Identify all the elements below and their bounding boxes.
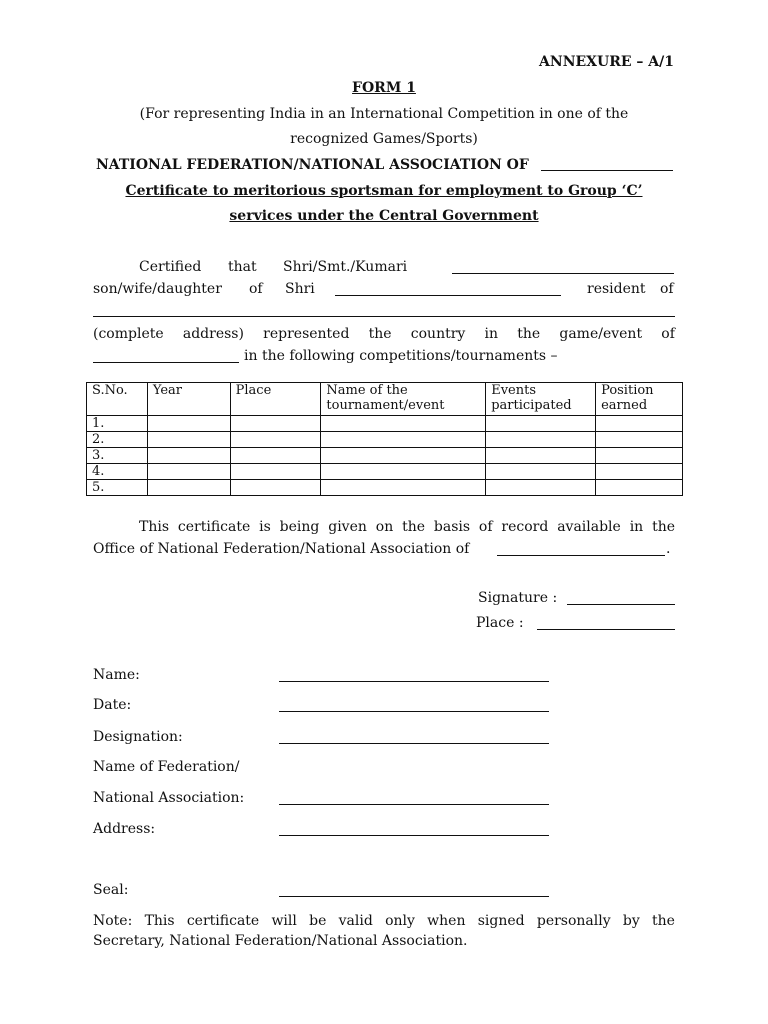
word: of	[661, 326, 675, 342]
table-row	[87, 448, 683, 464]
word: certificate	[186, 913, 260, 929]
signature-blank[interactable]	[567, 604, 675, 605]
table-cell[interactable]	[147, 480, 230, 496]
subtitle-line-1: (For representing India in an International Competition in one of the	[139, 106, 629, 122]
table-cell[interactable]	[230, 480, 321, 496]
word: valid	[338, 913, 373, 929]
seal-field-line[interactable]	[279, 896, 549, 897]
word: personally	[536, 913, 611, 929]
sno-cell: 3.	[87, 448, 148, 464]
word: by	[622, 913, 640, 929]
word: signed	[477, 913, 525, 929]
word: (complete	[93, 326, 164, 342]
game-event-blank	[93, 362, 239, 363]
name-blank	[452, 273, 674, 274]
table-cell[interactable]	[596, 448, 683, 464]
basis-line-1: This certificate is being given on the basis of record available in the	[139, 519, 675, 535]
table-cell[interactable]	[321, 480, 486, 496]
word: game/event	[559, 326, 643, 342]
col-place-header: Place	[230, 383, 321, 416]
para-resident-word: resident	[587, 281, 646, 297]
word: the	[368, 326, 392, 342]
note-line-1	[93, 913, 675, 929]
signature-label: Signature :	[478, 590, 558, 606]
table-row	[87, 464, 683, 480]
sno-cell: 1.	[87, 416, 148, 432]
table-cell[interactable]	[321, 416, 486, 432]
para-shri-word: Shri	[285, 281, 315, 297]
table-cell[interactable]	[147, 464, 230, 480]
note-line-2: Secretary, National Federation/National Association.	[93, 933, 468, 949]
competitions-table	[86, 382, 683, 496]
seal-label: Seal:	[93, 882, 129, 898]
name-field-line[interactable]	[279, 681, 549, 682]
table-cell[interactable]	[230, 432, 321, 448]
basis-line-2-end: .	[666, 541, 671, 557]
basis-federation-blank	[497, 555, 665, 556]
sno-cell: 5.	[87, 480, 148, 496]
para-relation-word: son/wife/daughter	[93, 281, 222, 297]
annexure-label: ANNEXURE – A/1	[539, 54, 674, 70]
federation-blank	[541, 170, 673, 171]
date-label: Date:	[93, 697, 132, 713]
col-position-header: Position earned	[596, 383, 683, 416]
col-sno-header: S.No.	[87, 383, 148, 416]
para-that-word: that	[228, 259, 257, 275]
certificate-title-line-2: services under the Central Government	[229, 208, 539, 224]
table-cell[interactable]	[147, 448, 230, 464]
table-row	[87, 480, 683, 496]
word: only	[385, 913, 415, 929]
address-blank	[93, 316, 675, 317]
table-cell[interactable]	[596, 464, 683, 480]
table-cell[interactable]	[321, 448, 486, 464]
para-of-word: of	[249, 281, 263, 297]
date-field-line[interactable]	[279, 711, 549, 712]
word: in	[484, 326, 499, 342]
federation-label-2: National Association:	[93, 790, 245, 806]
federation-field-line[interactable]	[279, 804, 549, 805]
parent-name-blank	[335, 295, 561, 296]
designation-label: Designation:	[93, 729, 183, 745]
federation-label-1: Name of Federation/	[93, 759, 240, 775]
word: Note:	[93, 913, 133, 929]
col-events-header: Events participated	[486, 383, 596, 416]
table-cell[interactable]	[486, 416, 596, 432]
sno-cell: 4.	[87, 464, 148, 480]
table-cell[interactable]	[486, 448, 596, 464]
word: This	[144, 913, 175, 929]
address-field-line[interactable]	[279, 835, 549, 836]
table-cell[interactable]	[230, 464, 321, 480]
word: the	[652, 913, 675, 929]
word: address)	[182, 326, 244, 342]
word: the	[517, 326, 541, 342]
table-cell[interactable]	[230, 416, 321, 432]
address-label: Address:	[93, 821, 156, 837]
name-label: Name:	[93, 667, 140, 683]
word: represented	[263, 326, 350, 342]
para-certified-word: Certified	[139, 259, 202, 275]
table-row	[87, 432, 683, 448]
table-cell[interactable]	[486, 464, 596, 480]
table-cell[interactable]	[486, 480, 596, 496]
table-cell[interactable]	[321, 432, 486, 448]
table-cell[interactable]	[596, 416, 683, 432]
subtitle-line-2: recognized Games/Sports)	[290, 131, 478, 147]
col-tournament-header: Name of the tournament/event	[321, 383, 486, 416]
para-title-word: Shri/Smt./Kumari	[283, 259, 408, 275]
word: be	[309, 913, 327, 929]
table-cell[interactable]	[230, 448, 321, 464]
federation-heading: NATIONAL FEDERATION/NATIONAL ASSOCIATION OF	[96, 157, 529, 173]
table-cell[interactable]	[147, 416, 230, 432]
word: when	[427, 913, 466, 929]
table-cell[interactable]	[147, 432, 230, 448]
col-year-header: Year	[147, 383, 230, 416]
table-cell[interactable]	[596, 432, 683, 448]
para-line-4: in the following competitions/tournaments –	[244, 348, 558, 364]
place-blank[interactable]	[537, 629, 675, 630]
basis-line-2: Office of National Federation/National Association of	[93, 541, 470, 557]
form-title: FORM 1	[352, 80, 416, 96]
table-cell[interactable]	[321, 464, 486, 480]
place-label: Place :	[476, 615, 524, 631]
table-header-row	[87, 383, 683, 416]
certificate-title-line-1: Certificate to meritorious sportsman for employment to Group ‘C’	[125, 183, 643, 199]
para-line-3	[93, 326, 675, 342]
word: will	[271, 913, 297, 929]
word: country	[410, 326, 466, 342]
sno-cell: 2.	[87, 432, 148, 448]
table-cell[interactable]	[596, 480, 683, 496]
table-cell[interactable]	[486, 432, 596, 448]
designation-field-line[interactable]	[279, 743, 549, 744]
para-of-word-2: of	[660, 281, 674, 297]
table-row	[87, 416, 683, 432]
